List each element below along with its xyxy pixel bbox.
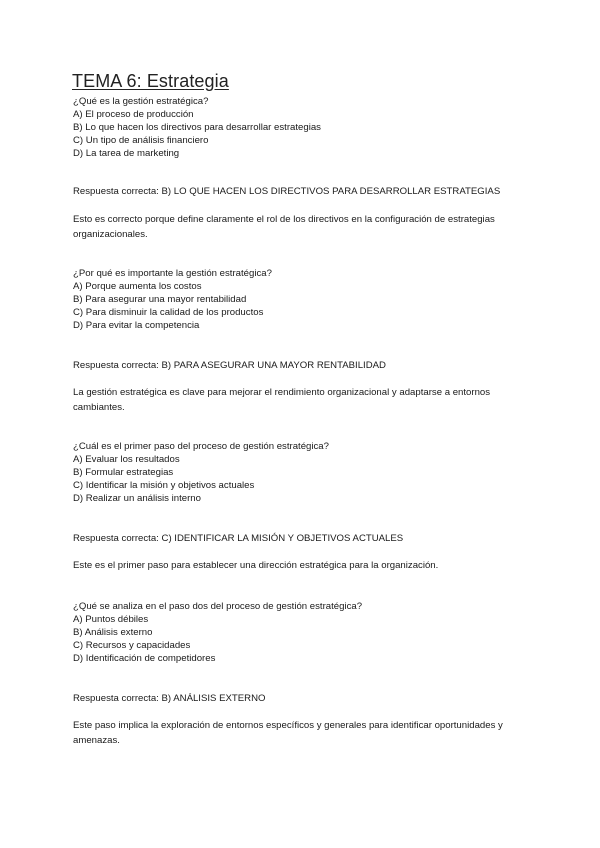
question-3: ¿Cuál es el primer paso del proceso de gestión estratégica? (73, 441, 329, 452)
question-2: ¿Por qué es importante la gestión estratégica? (73, 268, 272, 279)
q2-option-a: A) Porque aumenta los costos (73, 281, 202, 292)
q1-option-c: C) Un tipo de análisis financiero (73, 135, 209, 146)
q1-explanation: Esto es correcto porque define claramente el rol de los directivos en la configuración de estrategias organizacionales. (73, 214, 495, 240)
q1-option-d: D) La tarea de marketing (73, 148, 180, 159)
q2-explanation: La gestión estratégica es clave para mejorar el rendimiento organizacional y adaptarse a entornos cambiantes. (73, 387, 491, 413)
q4-option-b: B) Análisis externo (73, 627, 153, 638)
q3-explanation: Este es el primer paso para establecer una dirección estratégica para la organización. (73, 560, 439, 571)
q2-option-d: D) Para evitar la competencia (73, 320, 200, 331)
q3-answer: Respuesta correcta: C) IDENTIFICAR LA MISIÓN Y OBJETIVOS ACTUALES (73, 533, 404, 544)
q4-option-d: D) Identificación de competidores (73, 653, 216, 664)
q3-option-d: D) Realizar un análisis interno (73, 493, 201, 504)
q4-explanation: Este paso implica la exploración de entornos específicos y generales para identificar oportunidades y amenazas. (73, 720, 503, 746)
q4-option-c: C) Recursos y capacidades (73, 640, 191, 651)
q3-option-c: C) Identificar la misión y objetivos actuales (73, 480, 255, 491)
q2-answer: Respuesta correcta: B) PARA ASEGURAR UNA MAYOR RENTABILIDAD (73, 360, 386, 371)
q2-option-c: C) Para disminuir la calidad de los productos (73, 307, 264, 318)
q4-answer: Respuesta correcta: B) ANÁLISIS EXTERNO (73, 693, 266, 704)
question-1: ¿Qué es la gestión estratégica? (73, 96, 209, 107)
q3-option-b: B) Formular estrategias (73, 467, 174, 478)
q1-option-b: B) Lo que hacen los directivos para desarrollar estrategias (73, 122, 321, 133)
q2-option-b: B) Para asegurar una mayor rentabilidad (73, 294, 247, 305)
q4-option-a: A) Puntos débiles (73, 614, 149, 625)
page-title: TEMA 6: Estrategia (72, 71, 229, 91)
q1-option-a: A) El proceso de producción (73, 109, 194, 120)
question-4: ¿Qué se analiza en el paso dos del proceso de gestión estratégica? (73, 601, 363, 612)
q1-answer: Respuesta correcta: B) LO QUE HACEN LOS DIRECTIVOS PARA DESARROLLAR ESTRATEGIAS (73, 186, 501, 197)
q3-option-a: A) Evaluar los resultados (73, 454, 180, 465)
